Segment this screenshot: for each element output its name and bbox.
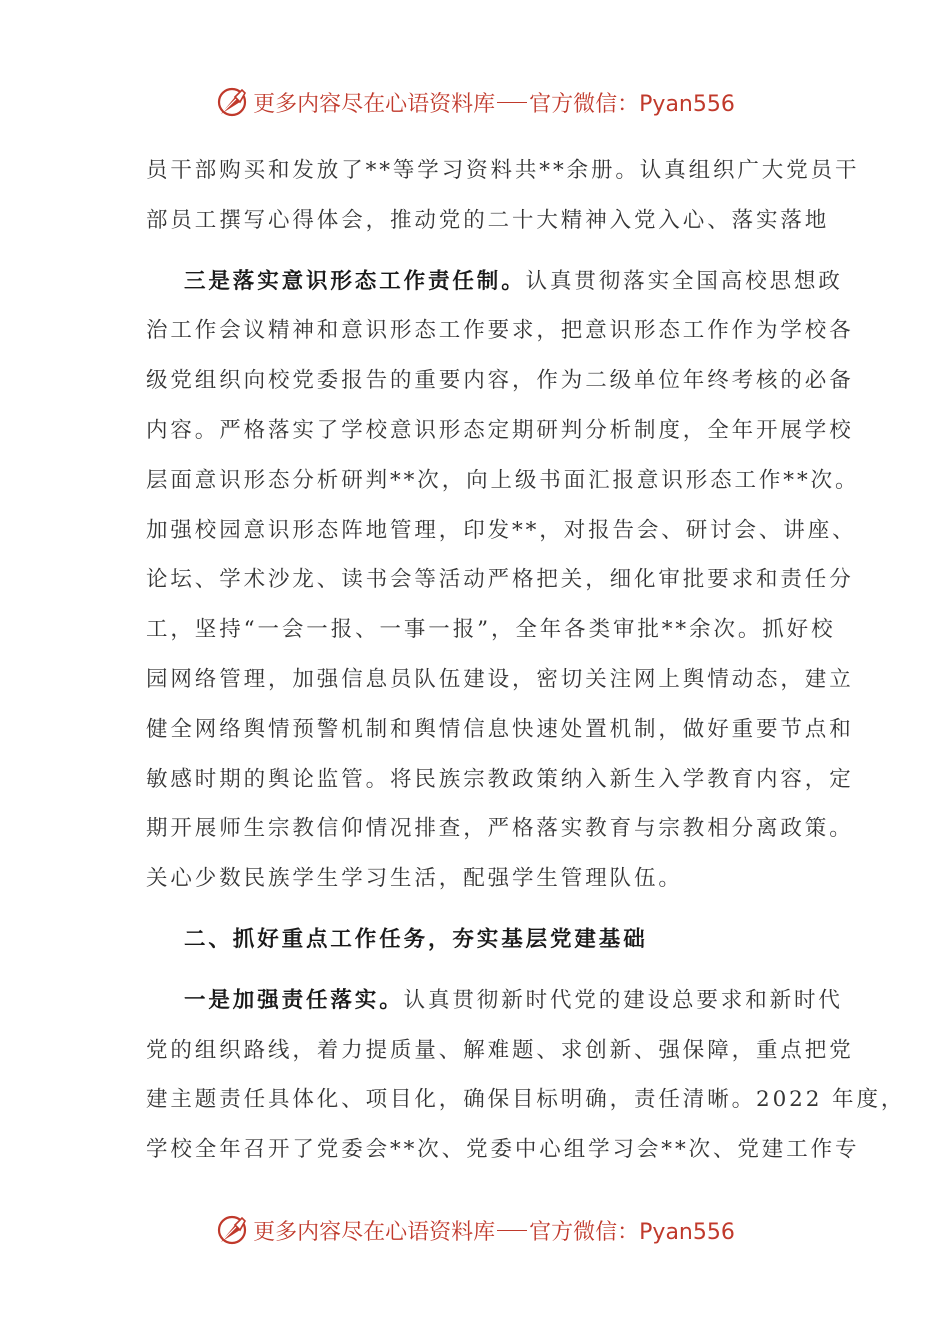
section-heading-two: 二、抓好重点工作任务，夯实基层党建基础 xyxy=(184,926,648,952)
section-one-first-line-text: 认真贯彻新时代党的建设总要求和新时代 xyxy=(403,987,843,1013)
watermark-wechat-text: 官方微信：Pyan556 xyxy=(529,91,735,117)
section-one-heading: 一是加强责任落实。 xyxy=(184,987,404,1013)
pen-nib-logo-icon xyxy=(215,1213,249,1247)
text-line: 治工作会议精神和意识形态工作要求，把意识形态工作作为学校各 xyxy=(146,318,854,344)
section-three-first-line-text: 认真贯彻落实全国高校思想政 xyxy=(525,268,843,294)
text-line: 关心少数民族学生学习生活，配强学生管理队伍。 xyxy=(146,866,683,892)
text-line: 园网络管理，加强信息员队伍建设，密切关注网上舆情动态，建立 xyxy=(146,666,854,692)
text-line: 级党组织向校党委报告的重要内容，作为二级单位年终考核的必备 xyxy=(146,368,854,394)
text-line: 加强校园意识形态阵地管理，印发**，对报告会、研讨会、讲座、 xyxy=(146,517,857,543)
watermark-brand-text: 更多内容尽在心语资料库 xyxy=(253,91,496,117)
text-line: 论坛、学术沙龙、读书会等活动严格把关，细化审批要求和责任分 xyxy=(146,567,854,593)
watermark-dash xyxy=(497,102,527,103)
watermark-dash xyxy=(497,1230,527,1231)
text-line: 内容。严格落实了学校意识形态定期研判分析制度，全年开展学校 xyxy=(146,417,854,443)
watermark-wechat-text: 官方微信：Pyan556 xyxy=(529,1219,735,1245)
text-line: 员干部购买和发放了**等学习资料共**余册。认真组织广大党员干 xyxy=(146,158,860,183)
text-line: 层面意识形态分析研判**次，向上级书面汇报意识形态工作**次。 xyxy=(146,467,860,493)
text-line: 部员工撰写心得体会，推动党的二十大精神入党入心、落实落地 xyxy=(146,207,830,233)
section-three-heading: 三是落实意识形态工作责任制。 xyxy=(184,268,526,294)
watermark-brand-text: 更多内容尽在心语资料库 xyxy=(253,1219,496,1245)
text-line: 敏感时期的舆论监管。将民族宗教政策纳入新生入学教育内容，定 xyxy=(146,766,854,792)
pen-nib-logo-icon xyxy=(215,85,249,119)
text-line: 健全网络舆情预警机制和舆情信息快速处置机制，做好重要节点和 xyxy=(146,716,854,742)
section-three-first-line xyxy=(146,257,843,307)
text-line: 党的组织路线，着力提质量、解难题、求创新、强保障，重点把党 xyxy=(146,1037,854,1063)
document-body xyxy=(146,146,906,1175)
watermark-banner-top xyxy=(0,82,950,122)
text-line: 期开展师生宗教信仰情况排查，严格落实教育与宗教相分离政策。 xyxy=(146,816,854,842)
text-line: 建主题责任具体化、项目化，确保目标明确，责任清晰。2022 年度， xyxy=(146,1087,906,1113)
watermark-banner-bottom xyxy=(0,1210,950,1250)
text-line: 学校全年召开了党委会**次、党委中心组学习会**次、党建工作专 xyxy=(146,1137,860,1163)
text-line: 工，坚持“一会一报、一事一报”，全年各类审批**余次。抓好校 xyxy=(146,617,836,643)
section-one-first-line xyxy=(146,976,843,1026)
